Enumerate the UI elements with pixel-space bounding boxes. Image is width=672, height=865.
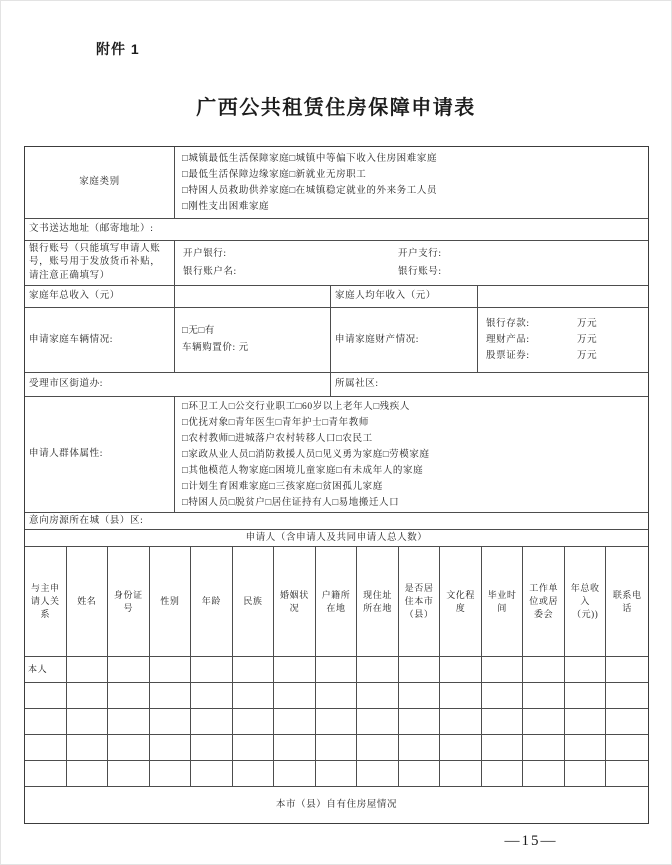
bank-account-fields [175,241,648,285]
applicant-cell [565,735,607,760]
applicant-cell [150,709,192,734]
applicant-cell [606,657,648,682]
checkbox-option-line: □环卫工人□公交行业职工□60岁以上老年人□残疾人 [182,401,410,412]
applicant-cell [440,761,482,786]
applicant-table-header-row [25,547,648,657]
applicant-cell [482,657,524,682]
family-category-row [25,147,648,219]
applicant-cell [482,761,524,786]
applicant-cell [565,709,607,734]
applicant-cell [108,709,150,734]
checkbox-option-line: □特困人员救助供养家庭□在城镇稳定就业的外来务工人员 [182,185,438,196]
bank-deposit-unit: 万元 [576,319,598,329]
street-office-row [25,373,648,397]
col-header-relationship: 与主申请人关系 [25,547,67,656]
vehicle-options: □无□有 [182,326,215,336]
applicant-cell [606,683,648,708]
vehicle-fields [175,308,331,372]
applicant-cell [399,761,441,786]
applicant-cell [357,683,399,708]
applicant-cell [357,709,399,734]
group-attribute-row [25,397,648,513]
applicant-cell [523,761,565,786]
applicant-cell [274,761,316,786]
applicant-cell [399,709,441,734]
applicant-row-empty [25,761,648,787]
applicant-cell [108,761,150,786]
col-header-household-registration: 户籍所在地 [316,547,358,656]
applicant-cell [440,683,482,708]
applicant-cell [67,683,109,708]
family-category-label: 家庭类别 [25,147,175,218]
applicant-cell [482,735,524,760]
applicant-section-title-row [25,530,648,547]
applicant-cell [191,709,233,734]
applicant-cell [191,657,233,682]
applicant-cell [523,683,565,708]
bank-account-col-left [175,245,398,281]
checkbox-option-line: □刚性支出困难家庭 [182,201,270,212]
applicant-cell [399,683,441,708]
col-header-marital-status: 婚姻状况 [274,547,316,656]
applicant-cell [316,761,358,786]
applicant-cell [67,761,109,786]
applicant-cell [191,761,233,786]
delivery-address-label: 文书送达地址（邮寄地址）: [29,224,154,235]
checkbox-option-line: □计划生育困难家庭□三孩家庭□贫困孤儿家庭 [182,481,383,492]
applicant-cell [25,709,67,734]
group-attribute-options [175,397,648,512]
intended-area-row [25,513,648,530]
checkbox-option-line: □特困人员□脱贫户□居住证持有人□易地搬迁人口 [182,497,400,508]
vehicle-price-field: 车辆购置价: 元 [182,343,249,353]
property-item [486,316,597,332]
col-header-work-unit: 工作单位或居委会 [523,547,565,656]
property-label: 申请家庭财产情况: [331,308,478,372]
applicant-cell [191,683,233,708]
applicant-section-title: 申请人（含申请人及共同申请人总人数） [245,532,428,543]
street-office-label: 受理市区街道办: [25,373,331,396]
applicant-cell [523,657,565,682]
own-housing-row [25,787,648,823]
applicant-cell [67,657,109,682]
applicant-cell [399,735,441,760]
applicant-cell [523,709,565,734]
applicant-cell [357,657,399,682]
applicant-cell [482,683,524,708]
bank-account-col-right [398,245,442,281]
applicant-cell [25,735,67,760]
checkbox-option-line: □城镇最低生活保障家庭□城镇中等偏下收入住房困难家庭 [182,153,438,164]
per-capita-income-label: 家庭人均年收入（元） [331,286,478,307]
col-header-ethnicity: 民族 [233,547,275,656]
applicant-cell [108,735,150,760]
applicant-cell [233,657,275,682]
family-category-options [175,147,648,218]
own-housing-label: 本市（县）自有住房屋情况 [275,799,398,810]
applicant-cell-self-label: 本人 [25,657,67,682]
application-form-table [24,146,649,824]
checkbox-option-line: □农村教师□进城落户农村转移人口□农民工 [182,433,373,444]
applicant-row-empty [25,683,648,709]
col-header-phone: 联系电话 [612,589,642,613]
per-capita-income-value [478,286,648,307]
applicant-cell [274,683,316,708]
applicant-cell [440,709,482,734]
applicant-row-self [25,657,648,683]
applicant-row-empty [25,735,648,761]
vehicle-property-row [25,308,648,373]
col-header-education: 文化程度 [440,547,482,656]
applicant-cell [150,657,192,682]
applicant-cell [108,657,150,682]
col-header-annual-income: 年总收入（元)) [565,547,607,656]
applicant-cell [274,735,316,760]
applicant-cell [67,735,109,760]
annual-income-label: 家庭年总收入（元） [25,286,175,307]
applicant-cell [606,709,648,734]
applicant-cell [191,735,233,760]
property-item [486,332,597,348]
account-number-field: 银行账号: [398,267,442,277]
intended-area-label: 意向房源所在城（县）区: [29,515,144,526]
community-label: 所属社区: [335,379,379,390]
applicant-cell [25,761,67,786]
attachment-label: 附件 1 [96,41,140,57]
applicant-cell [150,683,192,708]
stock-unit: 万元 [576,351,598,361]
applicant-cell [150,735,192,760]
applicant-cell [274,709,316,734]
applicant-cell [316,735,358,760]
applicant-cell [233,735,275,760]
branch-field: 开户支行: [398,249,442,259]
applicant-cell [316,683,358,708]
checkbox-option-line: □其他模范人物家庭□困境儿童家庭□有未成年人的家庭 [182,465,424,476]
property-item [486,348,597,364]
applicant-cell [357,735,399,760]
bank-deposit-label: 银行存款: [486,319,530,329]
applicant-cell [274,657,316,682]
applicant-cell [357,761,399,786]
col-header-age: 年龄 [191,547,233,656]
col-header-gender: 性别 [150,547,192,656]
applicant-cell [399,657,441,682]
applicant-cell [25,683,67,708]
applicant-cell [233,761,275,786]
applicant-cell [565,657,607,682]
applicant-cell [565,761,607,786]
bank-name-field: 开户银行: [183,249,227,259]
bank-account-label: 银行账号（只能填写申请人账号，账号用于发放货币补贴，请注意正确填写） [25,241,175,285]
applicant-cell [316,657,358,682]
applicant-cell [67,709,109,734]
applicant-cell [606,761,648,786]
applicant-cell [482,709,524,734]
vehicle-label: 申请家庭车辆情况: [25,308,175,372]
applicant-cell [233,709,275,734]
applicant-cell [565,683,607,708]
annual-income-value [175,286,331,307]
group-attribute-label: 申请人群体属性: [25,397,175,512]
page-title: 广西公共租赁住房保障申请表 [196,97,476,119]
applicant-cell [233,683,275,708]
page-number: —15— [504,833,558,849]
wealth-product-unit: 万元 [576,335,598,345]
col-header-graduation-time: 毕业时间 [482,547,524,656]
wealth-product-label: 理财产品: [486,335,530,345]
applicant-cell [316,709,358,734]
bank-account-row [25,241,648,286]
stock-label: 股票证券: [486,351,530,361]
applicant-cell [150,761,192,786]
applicant-cell [440,657,482,682]
account-name-field: 银行账户名: [183,267,237,277]
applicant-cell [606,735,648,760]
applicant-cell [523,735,565,760]
applicant-cell [108,683,150,708]
checkbox-option-line: □最低生活保障边缘家庭□新就业无房职工 [182,169,367,180]
col-header-id-number: 身份证号 [108,547,150,656]
applicant-row-empty [25,709,648,735]
col-header-current-address: 现住址所在地 [357,547,399,656]
property-fields [478,308,648,372]
applicant-cell [440,735,482,760]
checkbox-option-line: □家政从业人员□消防救援人员□见义勇为家庭□劳模家庭 [182,449,430,460]
checkbox-option-line: □优抚对象□青年医生□青年护士□青年教师 [182,417,369,428]
income-row [25,286,648,308]
delivery-address-row [25,219,648,241]
col-header-name: 姓名 [67,547,109,656]
col-header-resident-in-city: 是否居住本市（县） [399,547,441,656]
